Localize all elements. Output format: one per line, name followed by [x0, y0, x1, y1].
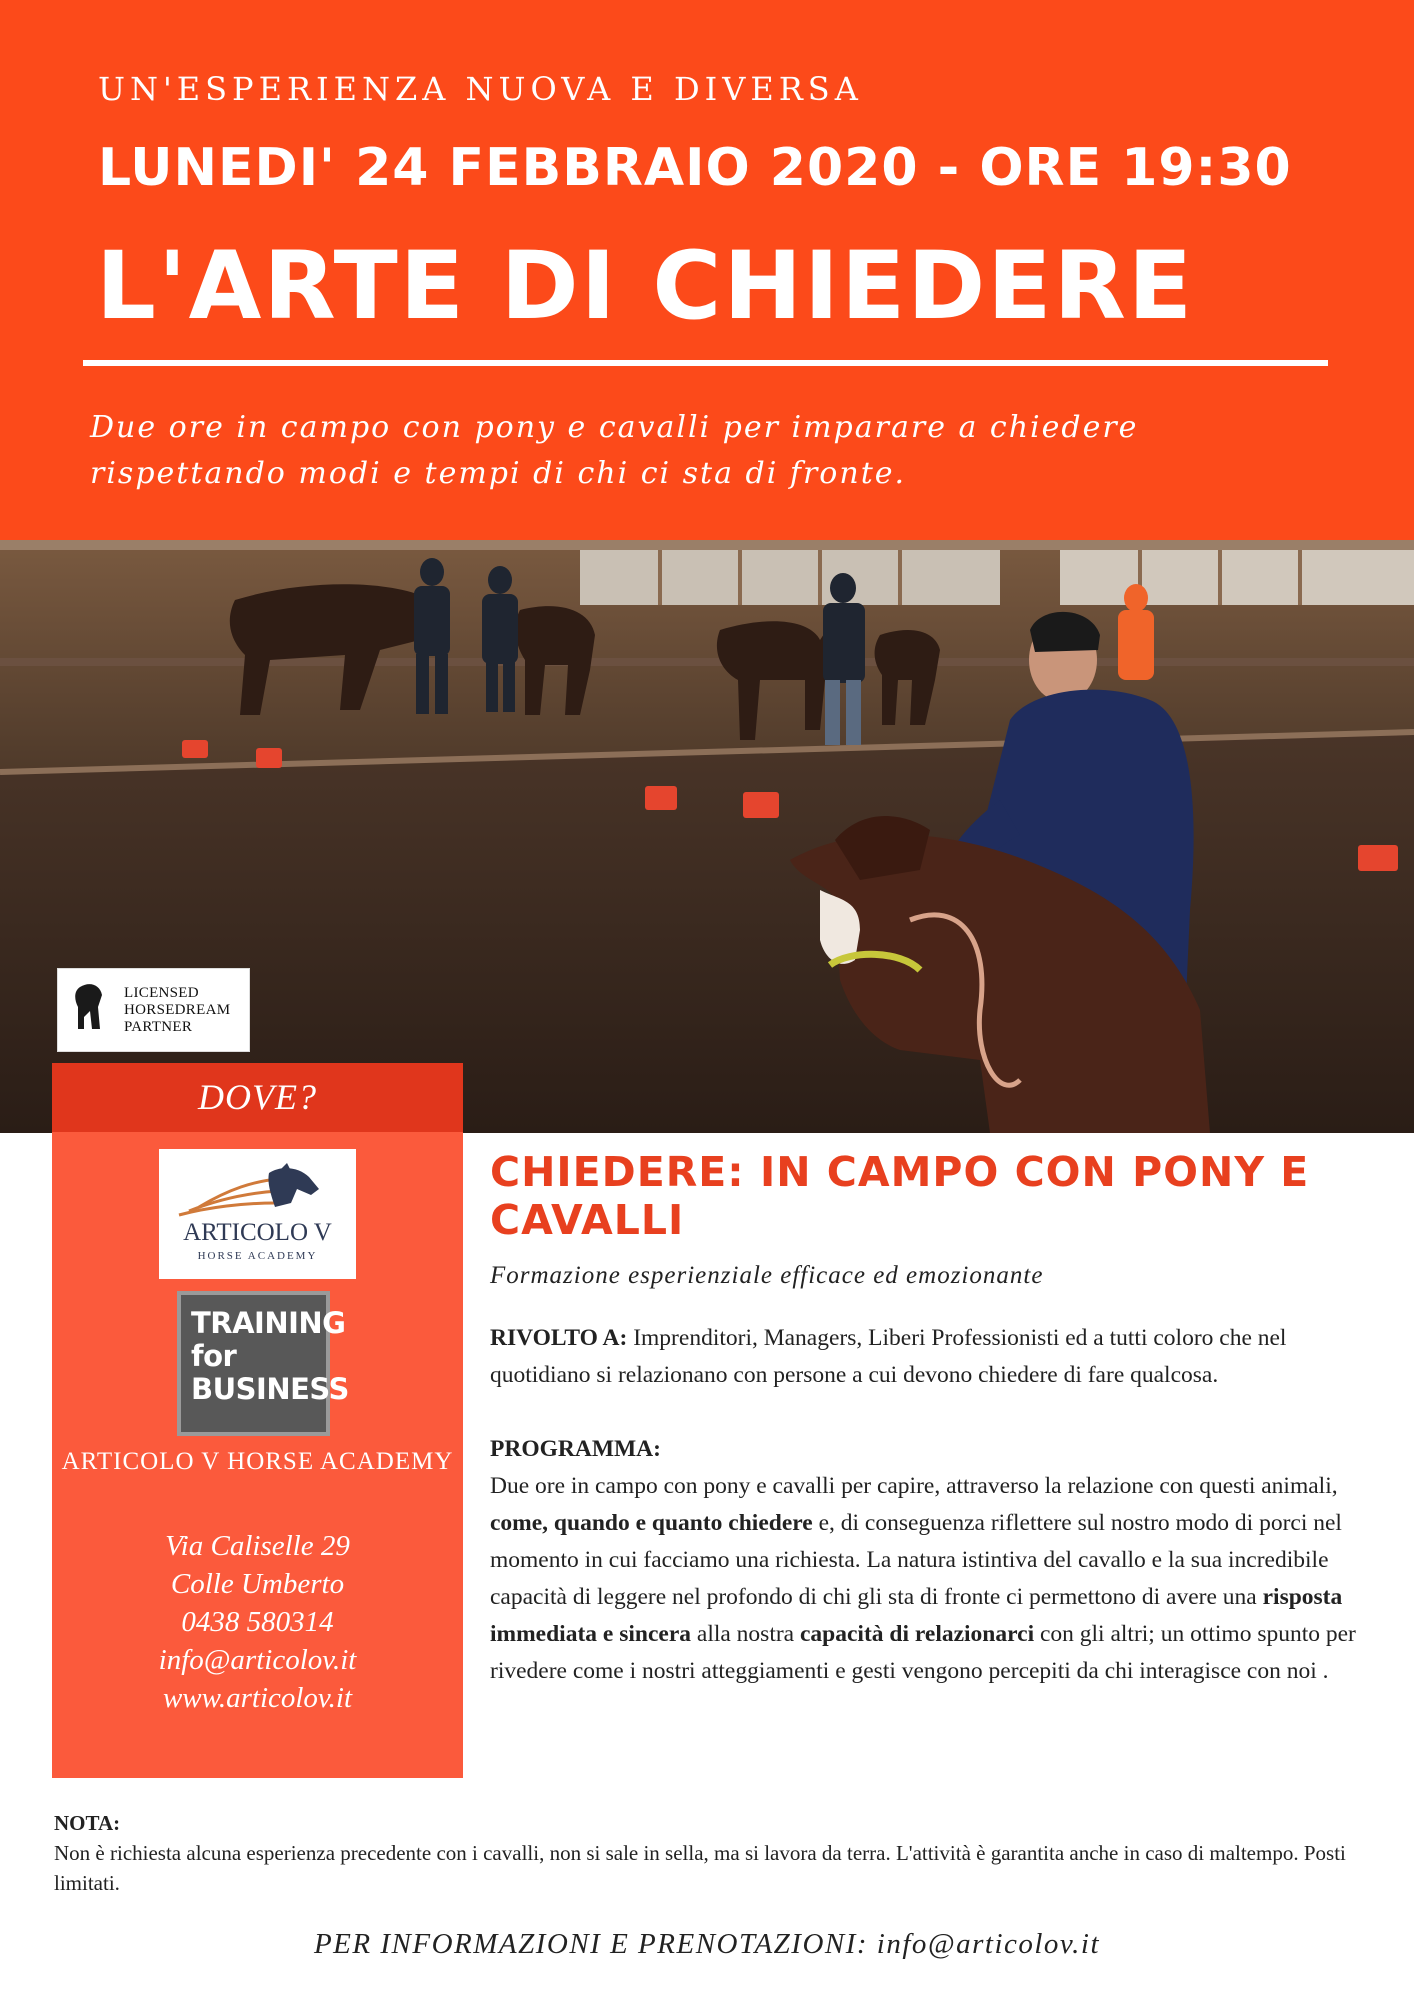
footer-contact: PER INFORMAZIONI E PRENOTAZIONI: info@articolov.it	[313, 1928, 1101, 1960]
venue-name: ARTICOLO V HORSE ACADEMY	[61, 1448, 454, 1475]
section-title: CHIEDERE: IN CAMPO CON PONY E CAVALLI	[490, 1148, 1310, 1244]
horsedream-badge	[57, 968, 250, 1052]
city: Colle Umberto	[170, 1568, 345, 1600]
address: Via Caliselle 29	[165, 1530, 350, 1562]
horsedream-logo	[66, 977, 108, 1043]
contact-details	[52, 1527, 463, 1717]
note-section	[54, 1808, 1384, 1898]
license-text: LICENSED HORSEDREAM PARTNER	[124, 985, 231, 1035]
location-heading: DOVE?	[52, 1063, 463, 1132]
articolo-v-logo: ARTICOLO V HORSE ACADEMY	[159, 1149, 356, 1279]
page-title: L'ARTE DI CHIEDERE	[96, 232, 1195, 341]
program-paragraph: PROGRAMMA: Due ore in campo con pony e cavalli per capire, attraverso la relazione con questi animali, come, quando e quanto chiedere e, di conseguenza riflettere sul nostro modo di porci nel momento in cui facciamo una richiesta. La natura istintiva del cavallo e la sua incredibile capacità di leggere nel profondo di chi gli sta di fronte ci permettono di avere una risposta immediata e sincera alla nostra capacità di relazionarci con gli altri; un ottimo spunto per rivedere come i nostri atteggiamenti e gesti vengono percepiti da chi interagisce con noi .	[490, 1436, 1356, 1684]
website-link[interactable]: www.articolov.it	[162, 1682, 353, 1714]
kicker-text: UN'ESPERIENZA NUOVA E DIVERSA	[98, 70, 863, 108]
description-body	[490, 1320, 1370, 1690]
note-label: NOTA:	[54, 1811, 121, 1835]
event-date: LUNEDI' 24 FEBBRAIO 2020 - ORE 19:30	[98, 138, 1292, 198]
header-banner	[0, 0, 1414, 540]
horse-head-icon	[159, 1149, 356, 1219]
email-link[interactable]: info@articolov.it	[158, 1644, 357, 1676]
note-text: Non è richiesta alcuna esperienza precedente con i cavalli, non si sale in sella, ma si lavora da terra. L'attività è garantita anche in caso di maltempo. Posti limitati.	[54, 1841, 1346, 1895]
header-subtitle: Due ore in campo con pony e cavalli per imparare a chiedere rispettando modi e tempi di chi ci sta di fronte.	[90, 410, 1139, 491]
title-divider	[83, 360, 1328, 366]
section-subtitle: Formazione esperienziale efficace ed emozionante	[490, 1262, 1044, 1289]
phone-number[interactable]: 0438 580314	[181, 1606, 334, 1638]
training-for-business-logo: TRAINING for BUSINESS	[177, 1291, 330, 1436]
audience-paragraph: RIVOLTO A: Imprenditori, Managers, Liberi Professionisti ed a tutti coloro che nel quotidiano si relazionano con persone a cui devono chiedere di fare qualcosa.	[490, 1325, 1287, 1388]
